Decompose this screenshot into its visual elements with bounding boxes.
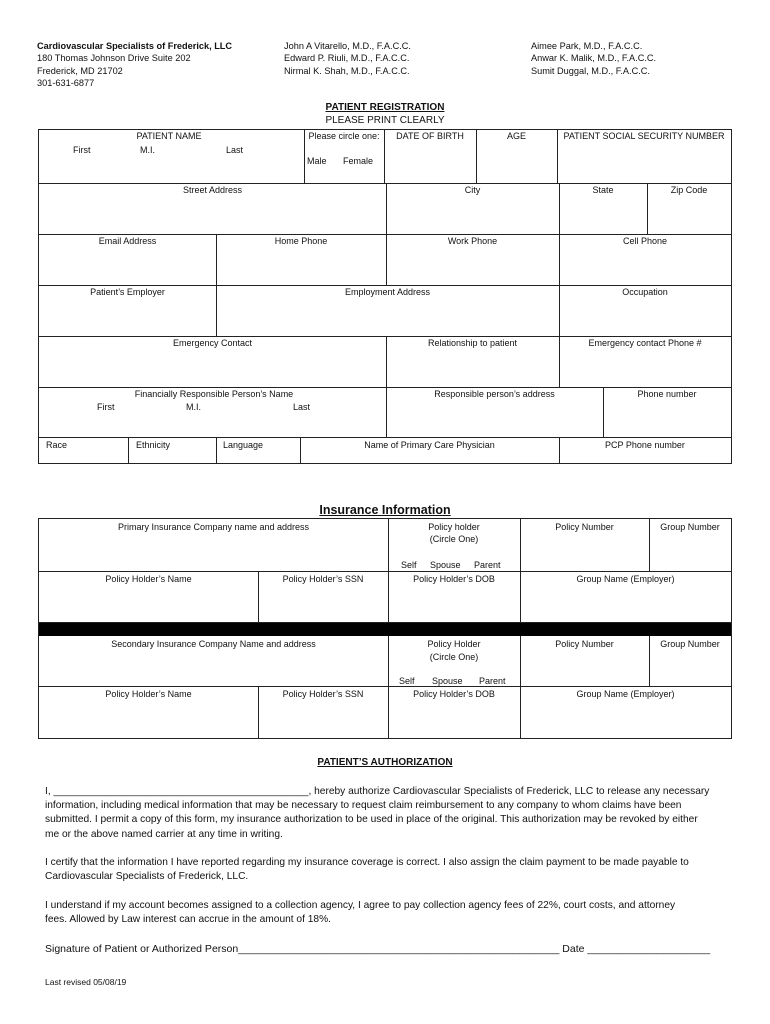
fr-first-label: First bbox=[97, 402, 115, 412]
authorization-paragraph-2 bbox=[45, 856, 735, 884]
doctors-column-1 bbox=[284, 40, 411, 77]
date-of-birth-label: DATE OF BIRTH bbox=[396, 131, 464, 141]
age-label: AGE bbox=[506, 131, 526, 141]
occupation-label: Occupation bbox=[622, 287, 668, 297]
para-line: me or the above named carrier at any time in writing. bbox=[45, 828, 283, 840]
insurance-title: Insurance Information bbox=[319, 503, 451, 517]
holder-name-label: Policy Holder’s Name bbox=[105, 574, 192, 584]
insurance-table bbox=[38, 518, 732, 739]
para-line: Cardiovascular Specialists of Frederick, LLC. bbox=[45, 871, 249, 883]
policy-number-label: Policy Number bbox=[555, 522, 614, 532]
para-line: I, _____________________________________________, hereby authorize Cardiovascular Specialists of Frederick, LLC to release any necessary bbox=[45, 786, 710, 797]
secondary-company-label: Secondary Insurance Company Name and address bbox=[111, 639, 316, 649]
spouse-option[interactable]: Spouse bbox=[430, 560, 461, 570]
race-label: Race bbox=[46, 440, 68, 450]
registration-table bbox=[38, 129, 732, 464]
employment-address-label: Employment Address bbox=[344, 287, 431, 297]
doctor-name: John A Vitarello, M.D., F.A.C.C. bbox=[284, 41, 411, 51]
para-line: I understand if my account becomes assigned to a collection agency, I agree to pay collection agency fees of 22%, court costs, and attorney bbox=[45, 900, 676, 911]
female-option[interactable]: Female bbox=[343, 156, 374, 166]
responsible-address-label: Responsible person’s address bbox=[434, 389, 555, 399]
section-divider-bar bbox=[39, 623, 731, 636]
para-line: information, including medical information that may be necessary to request claim reimbursement to any company to whom claims have been bbox=[45, 800, 682, 812]
street-address-label: Street Address bbox=[182, 185, 243, 195]
practice-info bbox=[37, 40, 232, 90]
home-phone-label: Home Phone bbox=[274, 236, 328, 246]
patient-name-label: PATIENT NAME bbox=[136, 131, 202, 141]
emergency-contact-label: Emergency Contact bbox=[172, 338, 253, 348]
practice-name: Cardiovascular Specialists of Frederick, LLC bbox=[37, 41, 233, 51]
parent-option[interactable]: Parent bbox=[474, 560, 501, 570]
ssn-label: PATIENT SOCIAL SECURITY NUMBER bbox=[563, 131, 725, 141]
signature-line[interactable]: Signature of Patient or Authorized Person_______________________________________________________ Date _____________________ bbox=[45, 943, 711, 955]
last-name-label: Last bbox=[226, 145, 244, 155]
holder-name-label: Policy Holder’s Name bbox=[105, 689, 192, 699]
group-name-label: Group Name (Employer) bbox=[576, 689, 675, 699]
circle-one-hint: (Circle One) bbox=[429, 534, 479, 544]
para-line: I certify that the information I have reported regarding my insurance coverage is correct. I also assign the claim payment to be made payable to bbox=[45, 857, 689, 868]
first-name-label: First bbox=[73, 145, 91, 155]
holder-dob-label: Policy Holder’s DOB bbox=[413, 574, 495, 584]
ethnicity-label: Ethnicity bbox=[136, 440, 171, 450]
doctor-name: Edward P. Riuli, M.D., F.A.C.C. bbox=[284, 53, 410, 64]
holder-ssn-label: Policy Holder’s SSN bbox=[282, 689, 364, 699]
primary-company-label: Primary Insurance Company name and address bbox=[117, 522, 310, 532]
registration-title: PATIENT REGISTRATION bbox=[325, 102, 445, 113]
state-label: State bbox=[592, 185, 614, 195]
doctors-column-2 bbox=[531, 40, 656, 77]
registration-subtitle: PLEASE PRINT CLEARLY bbox=[325, 115, 445, 126]
para-line: submitted. I permit a copy of this form, my insurance authorization to be used in place of the original. This authorization may be revoked by either bbox=[45, 814, 698, 826]
city-label: City bbox=[464, 185, 481, 195]
practice-address-line2: Frederick, MD 21702 bbox=[37, 65, 123, 76]
self-option[interactable]: Self bbox=[399, 676, 415, 686]
policy-holder-label: Policy Holder bbox=[427, 639, 481, 649]
fr-last-label: Last bbox=[293, 402, 311, 412]
authorization-paragraph-3 bbox=[45, 899, 735, 927]
zip-code-label: Zip Code bbox=[670, 185, 708, 195]
pcp-phone-label: PCP Phone number bbox=[605, 440, 685, 450]
doctor-name: Anwar K. Malik, M.D., F.A.C.C. bbox=[531, 53, 657, 64]
doctor-name: Sumit Duggal, M.D., F.A.C.C. bbox=[531, 65, 650, 76]
doctor-name: Nirmal K. Shah, M.D., F.A.C.C. bbox=[284, 65, 410, 76]
financial-person-label: Financially Responsible Person’s Name bbox=[134, 389, 294, 399]
circle-one-label: Please circle one: bbox=[308, 131, 380, 141]
male-option[interactable]: Male bbox=[307, 156, 327, 166]
self-option[interactable]: Self bbox=[401, 560, 417, 570]
group-name-label: Group Name (Employer) bbox=[576, 574, 675, 584]
practice-phone: 301-631-6877 bbox=[37, 78, 95, 89]
emergency-phone-label: Emergency contact Phone # bbox=[588, 338, 702, 348]
middle-initial-label: M.I. bbox=[140, 145, 155, 155]
circle-one-hint: (Circle One) bbox=[429, 652, 479, 662]
practice-address-line1: 180 Thomas Johnson Drive Suite 202 bbox=[37, 53, 191, 64]
last-revised: Last revised 05/08/19 bbox=[45, 977, 127, 987]
para-line: fees. Allowed by Law interest can accrue in the amount of 18%. bbox=[45, 914, 331, 926]
relationship-label: Relationship to patient bbox=[427, 338, 518, 348]
policy-holder-label: Policy holder bbox=[428, 522, 480, 532]
parent-option[interactable]: Parent bbox=[479, 676, 506, 686]
holder-ssn-label: Policy Holder’s SSN bbox=[282, 574, 364, 584]
authorization-title: PATIENT’S AUTHORIZATION bbox=[317, 757, 453, 768]
language-label: Language bbox=[223, 440, 264, 450]
pcp-name-label: Name of Primary Care Physician bbox=[364, 440, 495, 450]
spouse-option[interactable]: Spouse bbox=[432, 676, 463, 686]
policy-number-label: Policy Number bbox=[555, 639, 614, 649]
email-label: Email Address bbox=[98, 236, 157, 246]
group-number-label: Group Number bbox=[660, 522, 720, 532]
phone-number-label: Phone number bbox=[637, 389, 697, 399]
holder-dob-label: Policy Holder’s DOB bbox=[413, 689, 495, 699]
employer-label: Patient’s Employer bbox=[90, 287, 165, 297]
doctor-name: Aimee Park, M.D., F.A.C.C. bbox=[531, 41, 643, 51]
cell-phone-label: Cell Phone bbox=[622, 236, 668, 246]
fr-mi-label: M.I. bbox=[186, 402, 201, 412]
group-number-label: Group Number bbox=[660, 639, 720, 649]
authorization-paragraph-1 bbox=[45, 785, 735, 842]
work-phone-label: Work Phone bbox=[447, 236, 498, 246]
